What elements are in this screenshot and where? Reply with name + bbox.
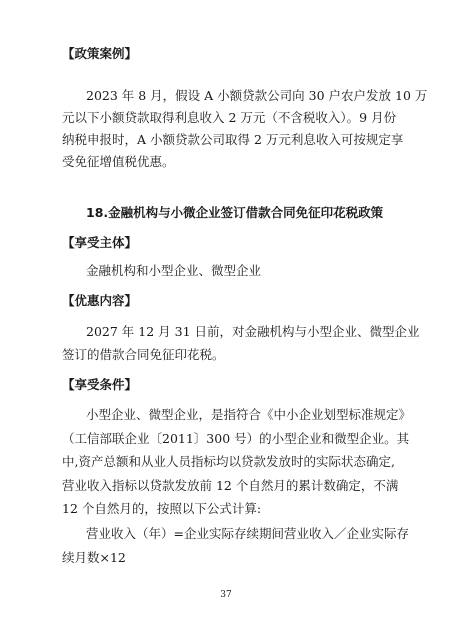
heading-preferential-content: 【优惠内容】	[62, 293, 138, 308]
condition-line-1: 小型企业、微型企业，是指符合《中小企业划型标准规定》	[86, 407, 412, 422]
case-line-2: 元以下小额贷款取得利息收入 2 万元（不含税收入）。9 月份	[62, 110, 397, 125]
formula-line-2: 续月数×12	[62, 550, 126, 565]
condition-line-5: 12 个自然月的，按照以下公式计算:	[62, 501, 262, 516]
page-number: 37	[220, 590, 232, 600]
subject-text: 金融机构和小型企业、微型企业	[86, 263, 262, 278]
section-title: 18.金融机构与小微企业签订借款合同免征印花税政策	[86, 205, 384, 220]
case-line-1: 2023 年 8 月，假设 A 小额贷款公司向 30 户农户发放 10 万	[86, 88, 428, 103]
content-line-1: 2027 年 12 月 31 日前，对金融机构与小型企业、微型企业	[86, 324, 420, 339]
heading-policy-case: 【政策案例】	[62, 46, 138, 61]
condition-line-2: （工信部联企业〔2011〕300 号）的小型企业和微型企业。其	[62, 431, 410, 446]
heading-eligible-subject: 【享受主体】	[62, 235, 138, 250]
heading-conditions: 【享受条件】	[62, 377, 138, 392]
condition-line-4: 营业收入指标以贷款发放前 12 个自然月的累计数确定，不满	[62, 478, 399, 493]
case-line-4: 受免征增值税优惠。	[62, 154, 175, 169]
case-line-3: 纳税申报时，A 小额贷款公司取得 2 万元利息收入可按规定享	[62, 132, 404, 147]
formula-line-1: 营业收入（年）=企业实际存续期间营业收入／企业实际存	[86, 526, 409, 541]
condition-line-3: 中,资产总额和从业人员指标均以贷款发放时的实际状态确定,	[62, 454, 395, 469]
content-line-2: 签订的借款合同免征印花税。	[62, 347, 225, 362]
